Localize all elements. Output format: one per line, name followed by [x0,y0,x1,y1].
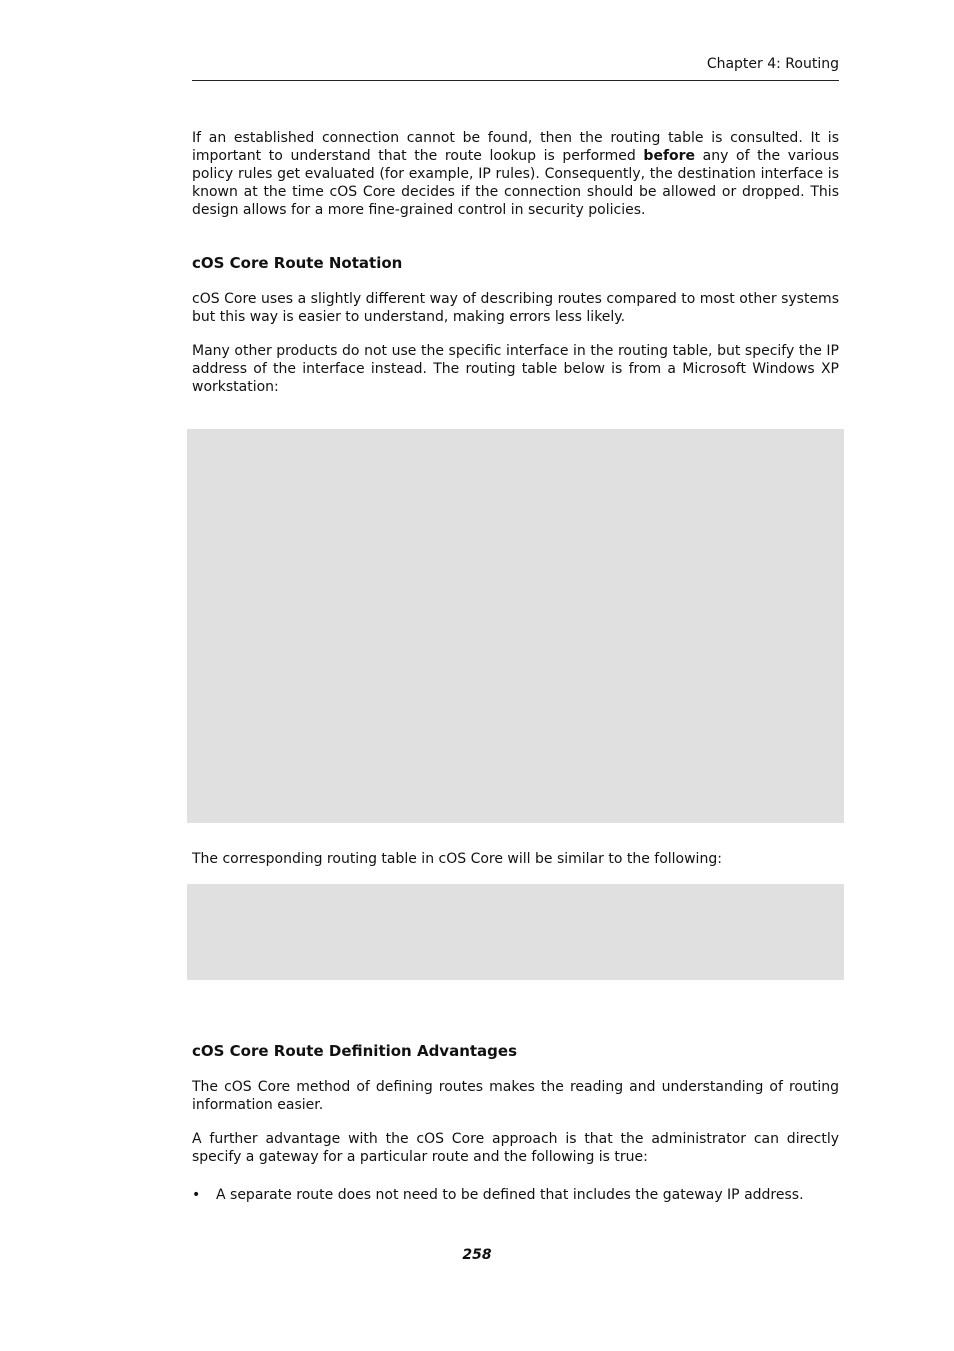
advantages-paragraph-1: The cOS Core method of defining routes makes the reading and understanding of routing information easier. [192,1079,839,1113]
advantages-list [192,1186,839,1204]
intro-text-start: If an established connection cannot be found, then the routing table is consulted. It is important to understand that the route lookup is performed [192,130,839,164]
list-item-text: A separate route does not need to be defined that includes the gateway IP address. [216,1187,804,1203]
list-item [192,1186,839,1204]
page-number: 258 [462,1247,492,1263]
route-notation-paragraph-2: Many other products do not use the specific interface in the routing table, but specify the IP address of the interface instead. The routing table below is from a Microsoft Windows XP workstation: [192,343,839,395]
page-header [192,56,839,81]
advantages-heading: cOS Core Route Definition Advantages [192,1042,518,1060]
bullet-marker: • [192,1187,201,1203]
advantages-paragraph-2: A further advantage with the cOS Core approach is that the administrator can directly specify a gateway for a particular route and the following is true: [192,1131,839,1165]
intro-bold-word: before [643,148,696,164]
chapter-title: Chapter 4: Routing [706,56,839,72]
windows-routing-table-box [187,429,844,823]
intro-text-end: any of the various policy rules get evaluated (for example, IP rules). Consequently, the destination interface is known at the time cOS Core decides if the connection should be allowed or dropped. This design allows for a more fine-grained control in security policies. [192,148,839,218]
route-notation-heading: cOS Core Route Notation [192,254,403,272]
route-notation-paragraph-1: cOS Core uses a slightly different way of describing routes compared to most other systems but this way is easier to understand, making errors less likely. [192,291,839,325]
cos-core-routing-table-box [187,884,844,980]
intro-paragraph [192,129,839,219]
corresponding-table-paragraph: The corresponding routing table in cOS Core will be similar to the following: [192,851,722,867]
